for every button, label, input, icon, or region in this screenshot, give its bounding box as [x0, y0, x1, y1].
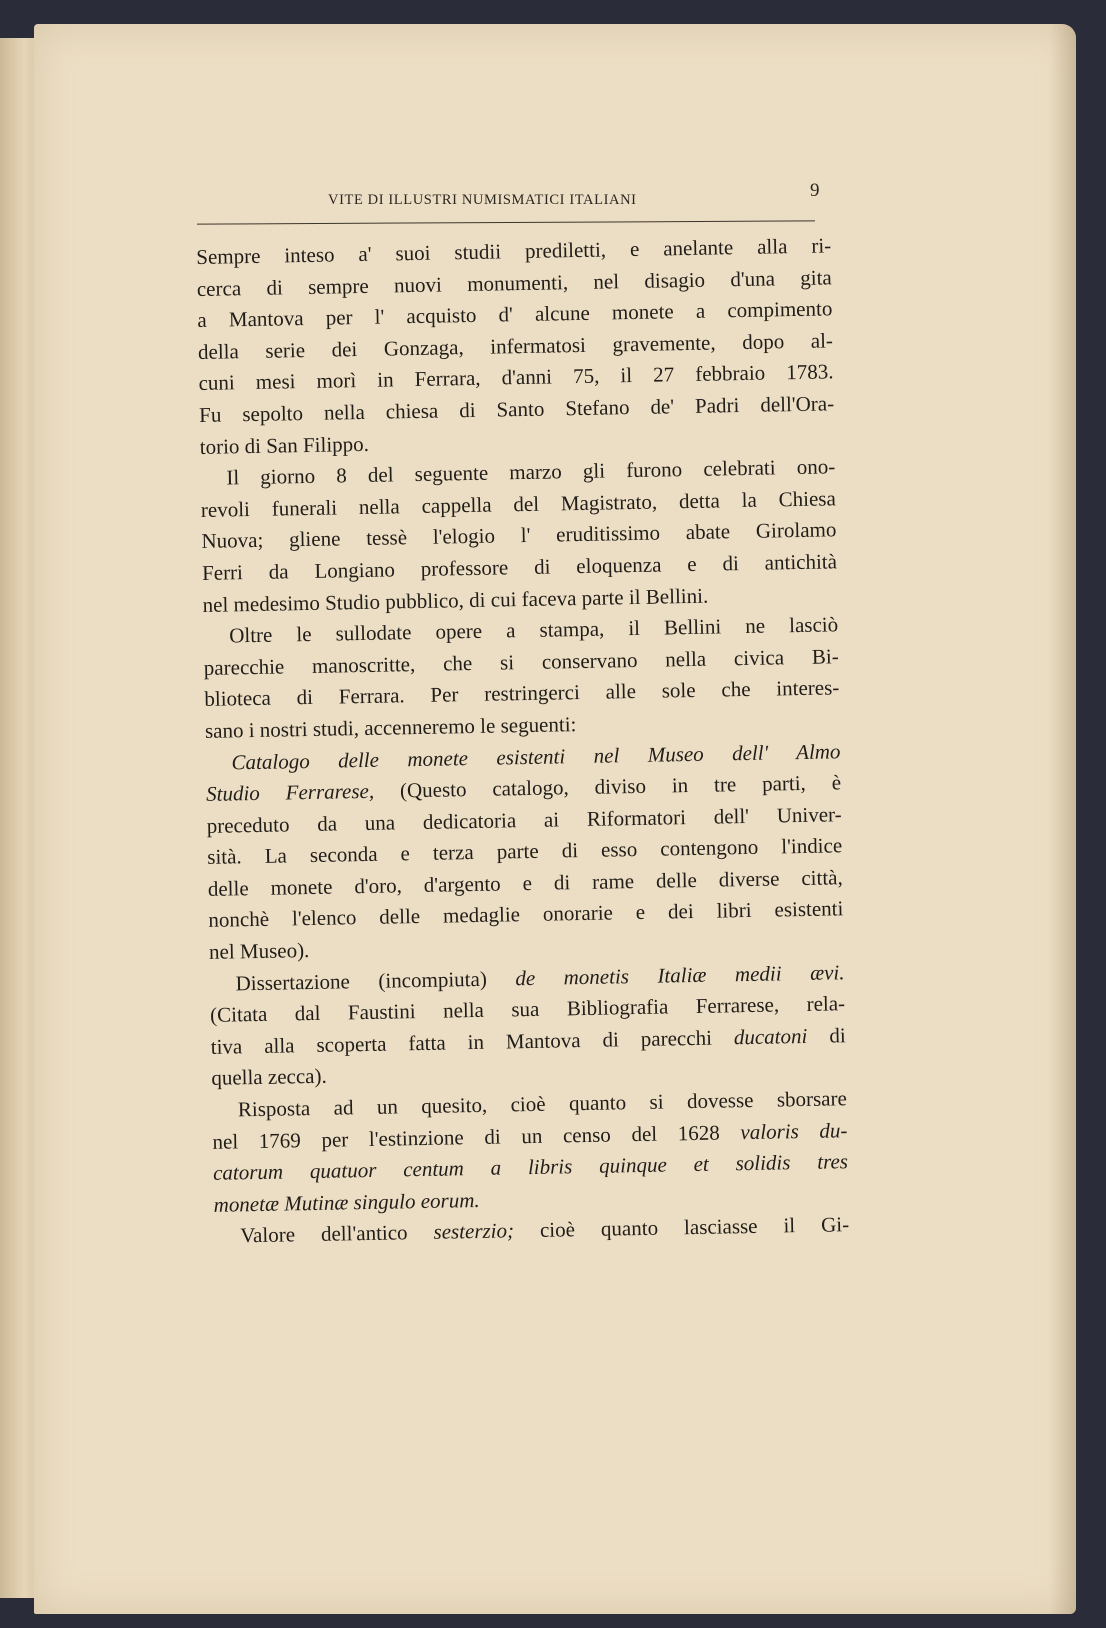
text-fragment: Valore dell'antico [239, 1220, 434, 1248]
text-line: catorum quatuor centum a libris quinque et solidis tres [212, 1149, 849, 1186]
page-edge-shading [1050, 24, 1076, 1614]
italic-word: ducatoni [733, 1023, 808, 1050]
text-line: preceduto da una dedicatoria ai Riformatori dell' Univer- [206, 801, 842, 838]
body-text [196, 230, 849, 1252]
paragraph-manuscripts [203, 609, 840, 747]
text-line: nonchè l'elenco delle medaglie onorarie e dei libri esistenti [208, 896, 844, 933]
text-fragment: nel 1769 per l'estinzione di un censo del 1628 [212, 1119, 741, 1154]
text-line: torio di San Filippo. [199, 431, 370, 459]
text-line: Nuova; gliene tessè l'elogio l' eruditissimo abate Girolamo [201, 517, 837, 554]
text-line: Ferri da Longiano professore di eloquenza e di antichità [201, 549, 838, 585]
text-line: delle monete d'oro, d'argento e di rame delle diverse città, [207, 865, 843, 901]
text-line: della serie dei Gonzaga, infermatosi gravemente, dopo al- [197, 328, 834, 364]
text-line: a Mantova per l' acquisto d' alcune monete a compimento [197, 296, 833, 333]
text-fragment: di [807, 1023, 846, 1048]
italic-title: Studio Ferrarese, [205, 778, 375, 806]
text-line: sità. La seconda e terza parte di esso contengono l'indice [207, 833, 843, 870]
text-line: nel medesimo Studio pubblico, di cui faceva parte il Bellini. [202, 583, 709, 617]
text-line: cuni mesi morì in Ferrara, d'anni 75, il 27 febbraio 1783. [198, 359, 834, 396]
text-line: Il giorno 8 del seguente marzo gli furono celebrati ono- [226, 454, 836, 490]
text-line: Fu sepolto nella chiesa di Santo Stefano de' Padri dell'Ora- [198, 391, 835, 427]
italic-latin: valoris du- [740, 1117, 848, 1144]
italic-title: de monetis Italiæ medii ævi. [515, 959, 845, 990]
paragraph-catalogo [205, 736, 844, 969]
text-line: (Citata dal Faustini nella sua Bibliografia Ferrarese, rela- [209, 991, 846, 1028]
text-line: parecchie manoscritte, che si conservano nella civica Bi- [203, 644, 839, 680]
text-line: nel Museo). [208, 938, 310, 964]
text-fragment: (Questo catalogo, diviso in tre parti, è [373, 770, 842, 803]
text-line: Risposta ad un quesito, cioè quanto si dovesse sborsare [237, 1086, 848, 1122]
text-line: monetæ Mutinæ singulo eorum. [213, 1187, 480, 1217]
text-line: revoli funerali nella cappella del Magistrato, detta la Chiesa [200, 486, 837, 522]
text-line: Catalogo delle monete esistenti nel Museo dell' Almo [231, 738, 841, 774]
paragraph-risposta [212, 1083, 849, 1221]
running-head: VITE DI ILLUSTRI NUMISMATICI ITALIANI [328, 192, 637, 208]
text-line: sano i nostri studi, accenneremo le seguenti: [204, 712, 577, 743]
text-line: quella zecca). [211, 1064, 327, 1091]
text-line: blioteca di Ferrara. Per restringerci alle sole che interes- [204, 675, 840, 712]
text-line: Sempre inteso a' suoi studii prediletti, e anelante alla ri- [196, 233, 832, 269]
text-fragment: tiva alla scoperta fatta in Mantova di parecchi [210, 1025, 735, 1059]
italic-word: sesterzio; [433, 1218, 515, 1245]
paragraph-death [196, 230, 835, 463]
text-line: cerca di sempre nuovi monumenti, nel disagio d'una gita [196, 264, 832, 301]
text-fragment: Dissertazione (incompiuta) [235, 965, 516, 996]
text-line: Oltre le sullodate opere a stampa, il Bellini ne lasciò [228, 612, 839, 648]
paragraph-funeral [200, 451, 838, 621]
paragraph-dissertazione [209, 957, 846, 1095]
text-fragment: cioè quanto lasciasse il Gi- [513, 1212, 850, 1243]
page-number: 9 [810, 180, 820, 201]
